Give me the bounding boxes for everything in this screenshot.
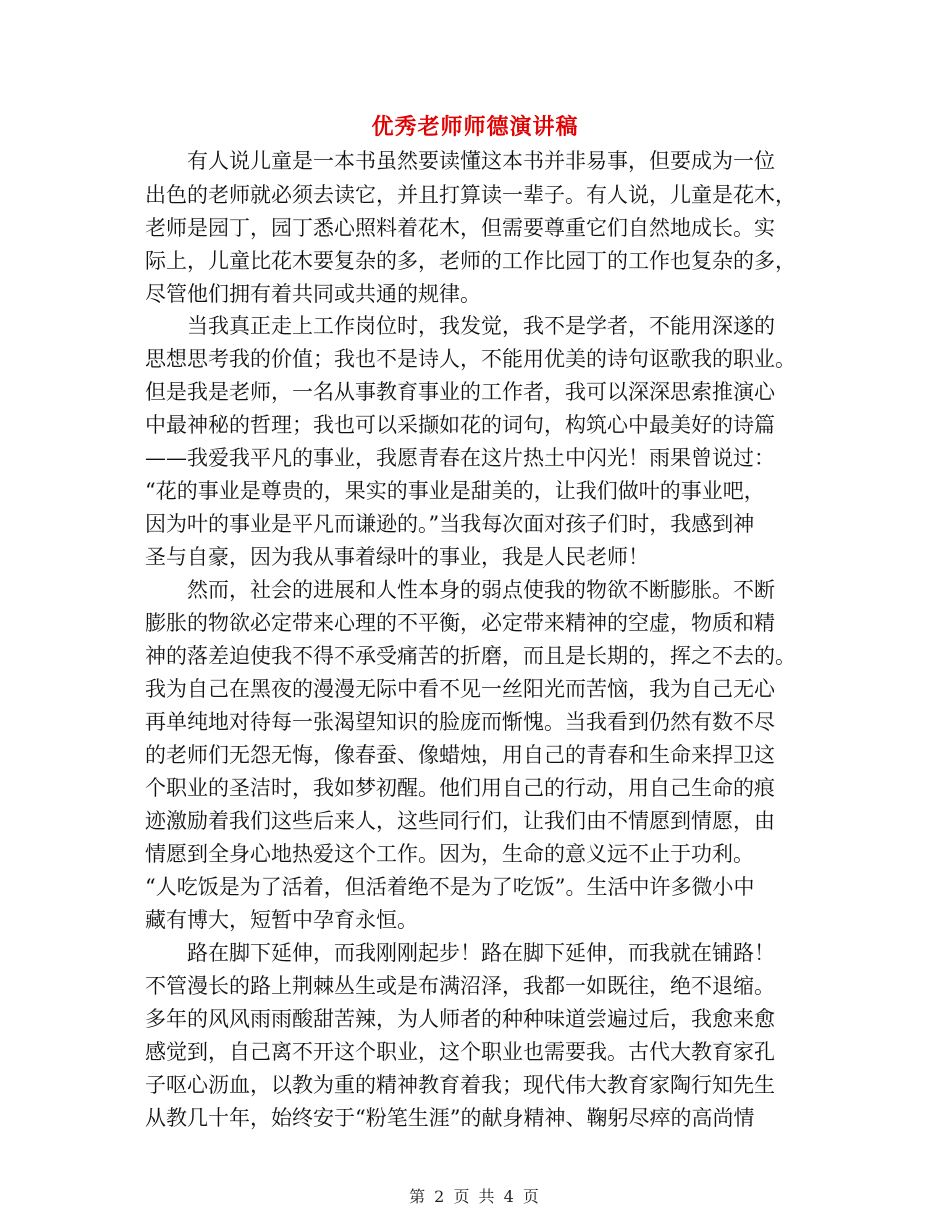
paragraph-line: 中最神秘的哲理；我也可以采撷如花的词句，构筑心中最美好的诗篇: [145, 413, 775, 437]
paragraph-line: 然而，社会的进展和人性本身的弱点使我的物欲不断膨胀。不断: [145, 578, 775, 602]
paragraph-line: “人吃饭是为了活着，但活着绝不是为了吃饭”。生活中许多微小中: [145, 875, 755, 899]
page-number-footer: 第 2 页 共 4 页: [409, 1187, 541, 1206]
paragraph-line: 有人说儿童是一本书虽然要读懂这本书并非易事，但要成为一位: [145, 149, 775, 173]
paragraph-line: 再单纯地对待每一张渴望知识的脸庞而惭愧。当我看到仍然有数不尽: [145, 710, 775, 734]
paragraph-line: 的老师们无怨无悔，像春蚕、像蜡烛，用自己的青春和生命来捍卫这: [145, 743, 775, 767]
paragraph-line: 多年的风风雨雨酸甜苦辣，为人师者的种种味道尝遍过后，我愈来愈: [145, 1007, 775, 1031]
paragraph-line: 圣与自豪，因为我从事着绿叶的事业，我是人民老师！: [145, 545, 649, 569]
paragraph-line: 但是我是老师，一名从事教育事业的工作者，我可以深深思索推演心: [145, 380, 775, 404]
paragraph-line: “花的事业是尊贵的，果实的事业是甜美的，让我们做叶的事业吧，: [145, 479, 765, 503]
paragraph-line: 出色的老师就必须去读它，并且打算读一辈子。有人说，儿童是花木，: [145, 183, 796, 207]
paragraph-line: 路在脚下延伸，而我刚刚起步！路在脚下延伸，而我就在铺路！: [145, 941, 775, 965]
paragraph-line: 感觉到，自己离不开这个职业，这个职业也需要我。古代大教育家孔: [145, 1040, 775, 1064]
document-title: 优秀老师师德演讲稿: [371, 115, 579, 140]
paragraph-line: 情愿到全身心地热爱这个工作。因为，生命的意义远不止于功利。: [145, 842, 754, 866]
paragraph-line: 不管漫长的路上荆棘丛生或是布满沼泽，我都一如既往，绝不退缩。: [145, 974, 775, 998]
paragraph-line: 膨胀的物欲必定带来心理的不平衡，必定带来精神的空虚，物质和精: [145, 611, 775, 635]
paragraph-line: 尽管他们拥有着共同或共通的规律。: [145, 282, 481, 306]
paragraph-line: 老师是园丁，园丁悉心照料着花木，但需要尊重它们自然地成长。实: [145, 216, 775, 240]
paragraph-line: 藏有博大，短暂中孕育永恒。: [145, 908, 418, 932]
paragraph-line: 个职业的圣洁时，我如梦初醒。他们用自己的行动，用自己生命的痕: [145, 776, 775, 800]
paragraph-line: 子呕心沥血，以教为重的精神教育着我；现代伟大教育家陶行知先生: [145, 1073, 775, 1097]
paragraph-line: 思想思考我的价值；我也不是诗人，不能用优美的诗句讴歌我的职业。: [145, 347, 796, 371]
paragraph-line: 迹激励着我们这些后来人，这些同行们，让我们由不情愿到情愿，由: [145, 809, 775, 833]
paragraph-line: 从教几十年，始终安于“粉笔生涯”的献身精神、鞠躬尽瘁的高尚情: [145, 1106, 755, 1130]
paragraph-line: 际上，儿童比花木要复杂的多，老师的工作比园丁的工作也复杂的多，: [145, 249, 796, 273]
paragraph-line: ——我爱我平凡的事业，我愿青春在这片热土中闪光！雨果曾说过：: [145, 446, 775, 470]
paragraph-line: 我为自己在黑夜的漫漫无际中看不见一丝阳光而苦恼，我为自己无心: [145, 677, 775, 701]
paragraph-line: 神的落差迫使我不得不承受痛苦的折磨，而且是长期的，挥之不去的。: [145, 644, 796, 668]
paragraph-line: 当我真正走上工作岗位时，我发觉，我不是学者，不能用深遂的: [145, 314, 775, 338]
paragraph-line: 因为叶的事业是平凡而谦逊的。”当我每次面对孩子们时，我感到神: [145, 512, 755, 536]
